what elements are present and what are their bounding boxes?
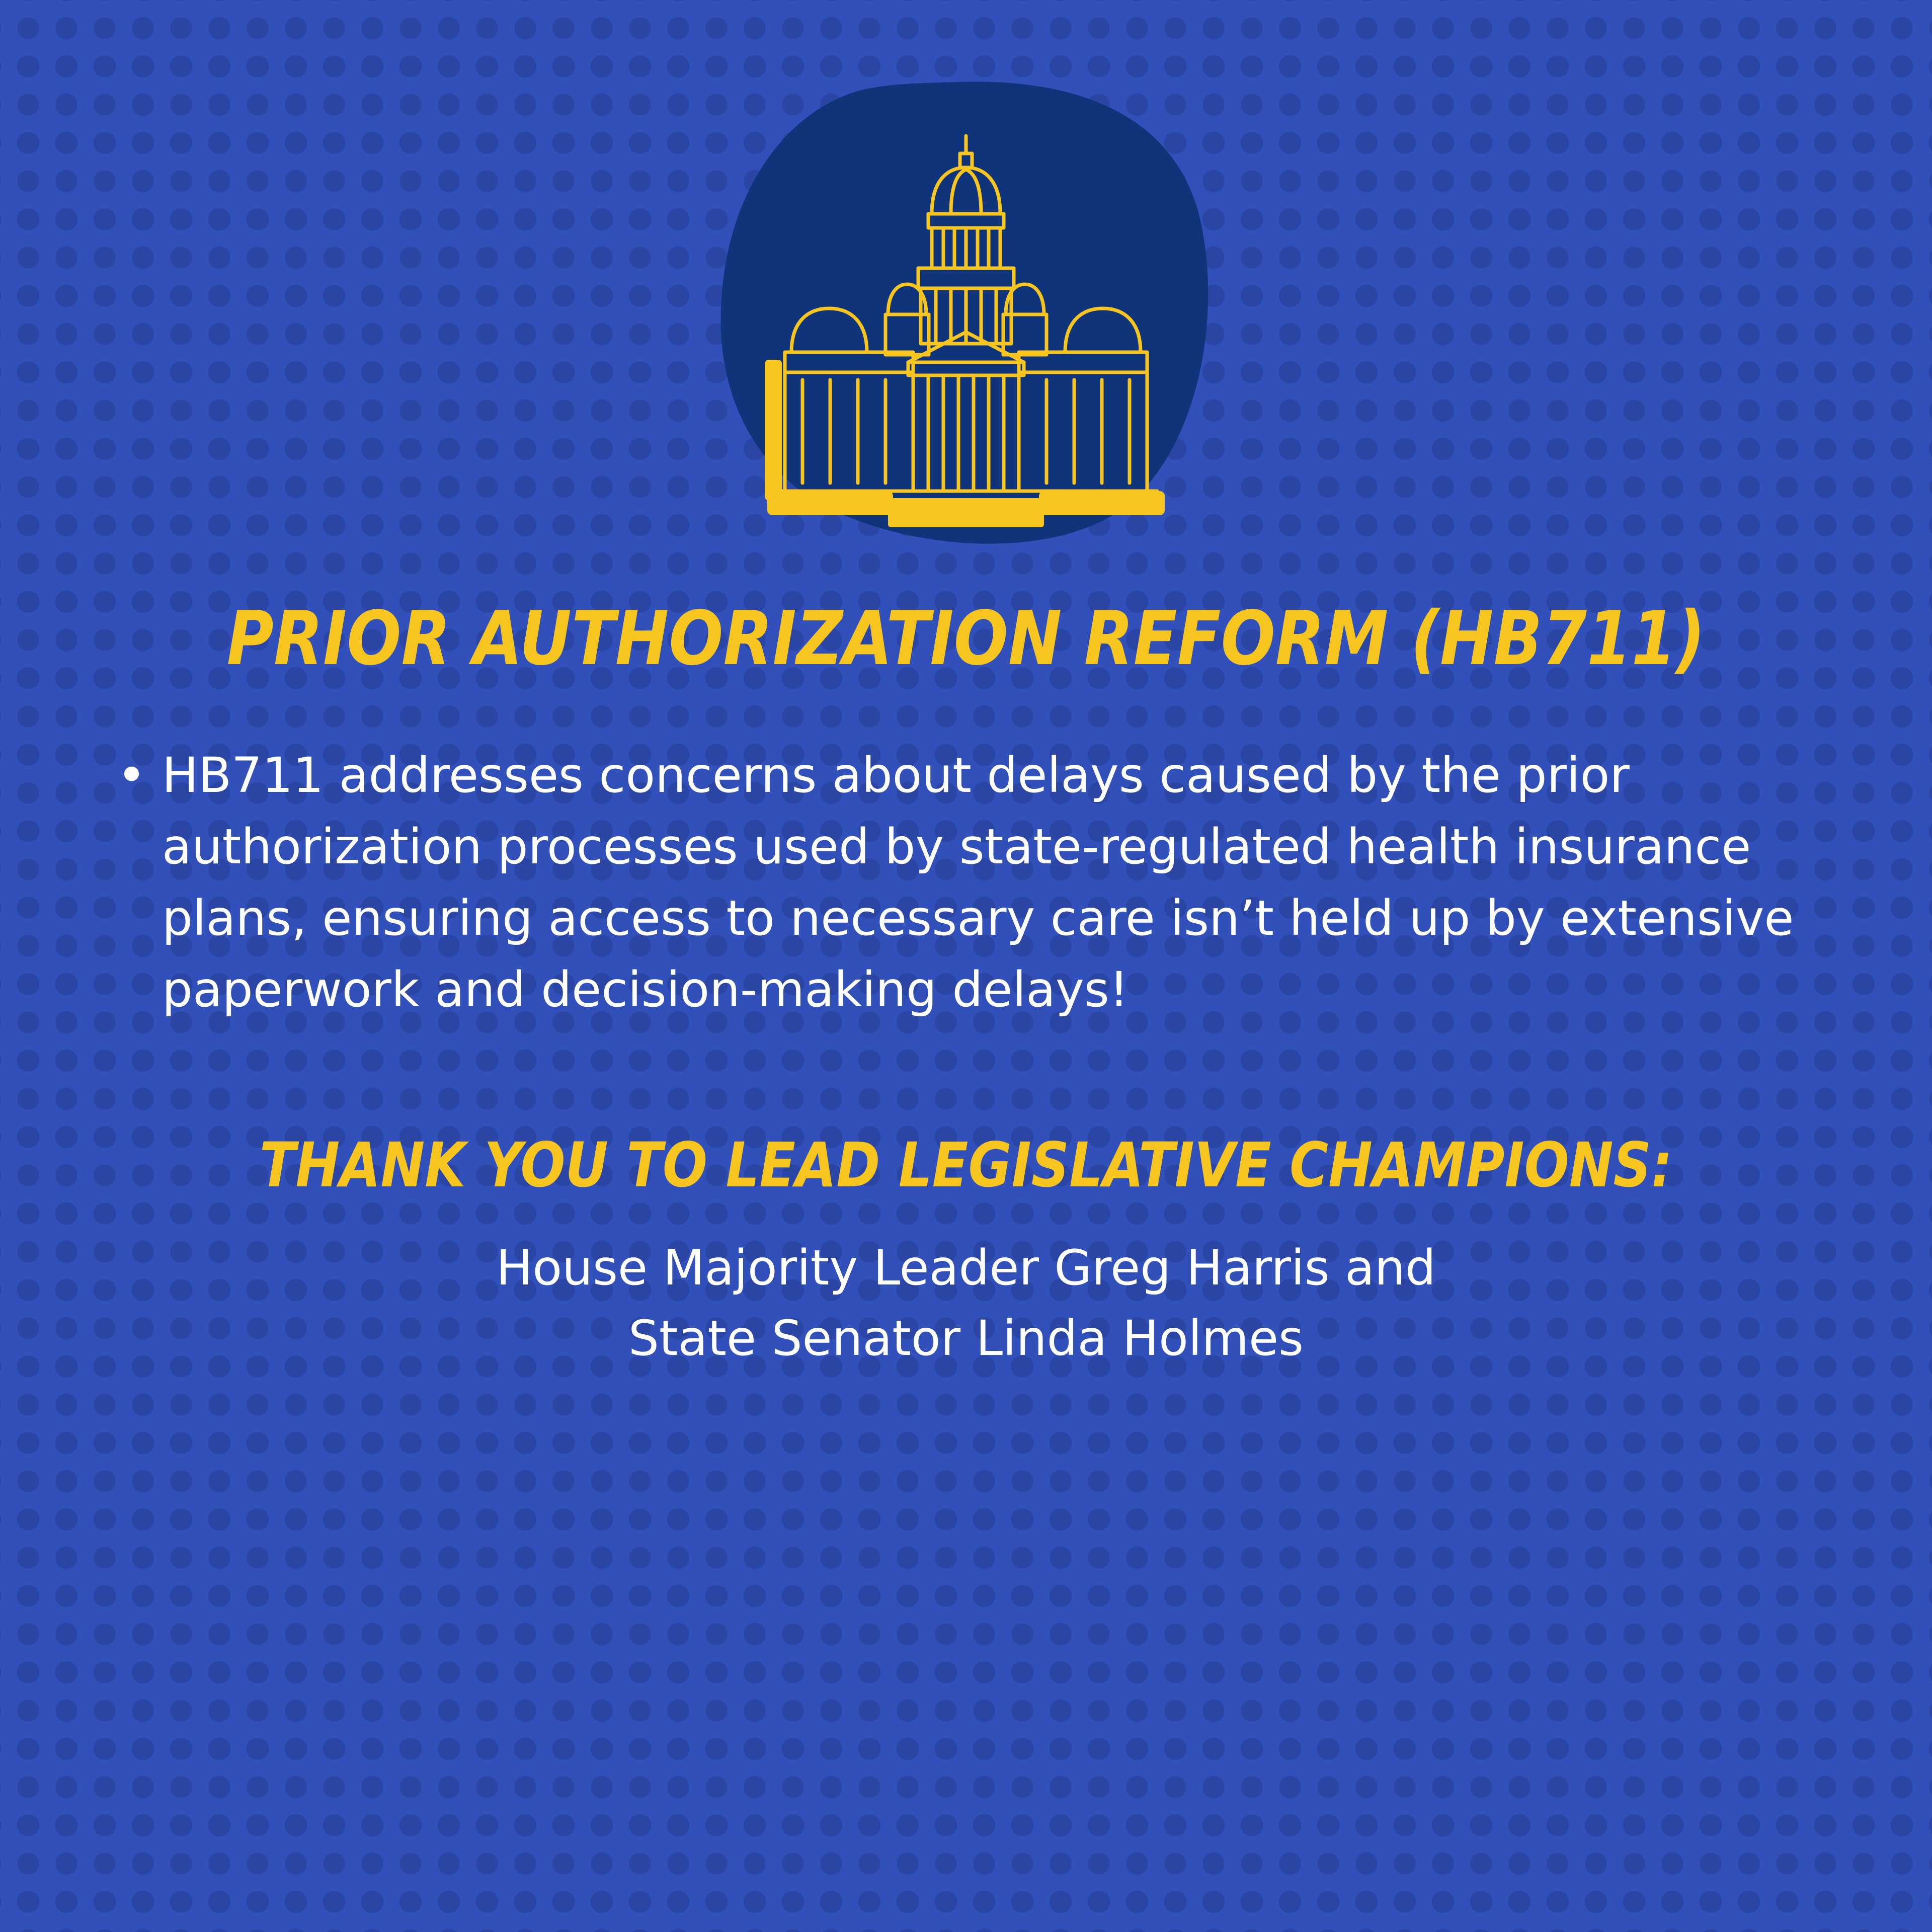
page-title: PRIOR AUTHORIZATION REFORM (HB711) [226, 595, 1706, 682]
bullet-item: HB711 addresses concerns about delays caused by the prior authorization processes used by state-regulated health insurance plans, ensuring access to necessary care isn’t held up by extensive paperwork and decision-making delays! [162, 747, 1794, 1018]
capitol-emblem [714, 78, 1213, 551]
thanks-heading: THANK YOU TO LEAD LEGISLATIVE CHAMPIONS: [259, 1130, 1673, 1201]
capitol-building-icon [714, 78, 1213, 551]
bullet-list [117, 740, 1837, 1025]
champion-line: House Majority Leader Greg Harris and [496, 1240, 1436, 1296]
bullet-marker: • [117, 746, 146, 804]
champions-list [0, 1233, 1932, 1374]
champion-line: State Senator Linda Holmes [628, 1310, 1304, 1366]
